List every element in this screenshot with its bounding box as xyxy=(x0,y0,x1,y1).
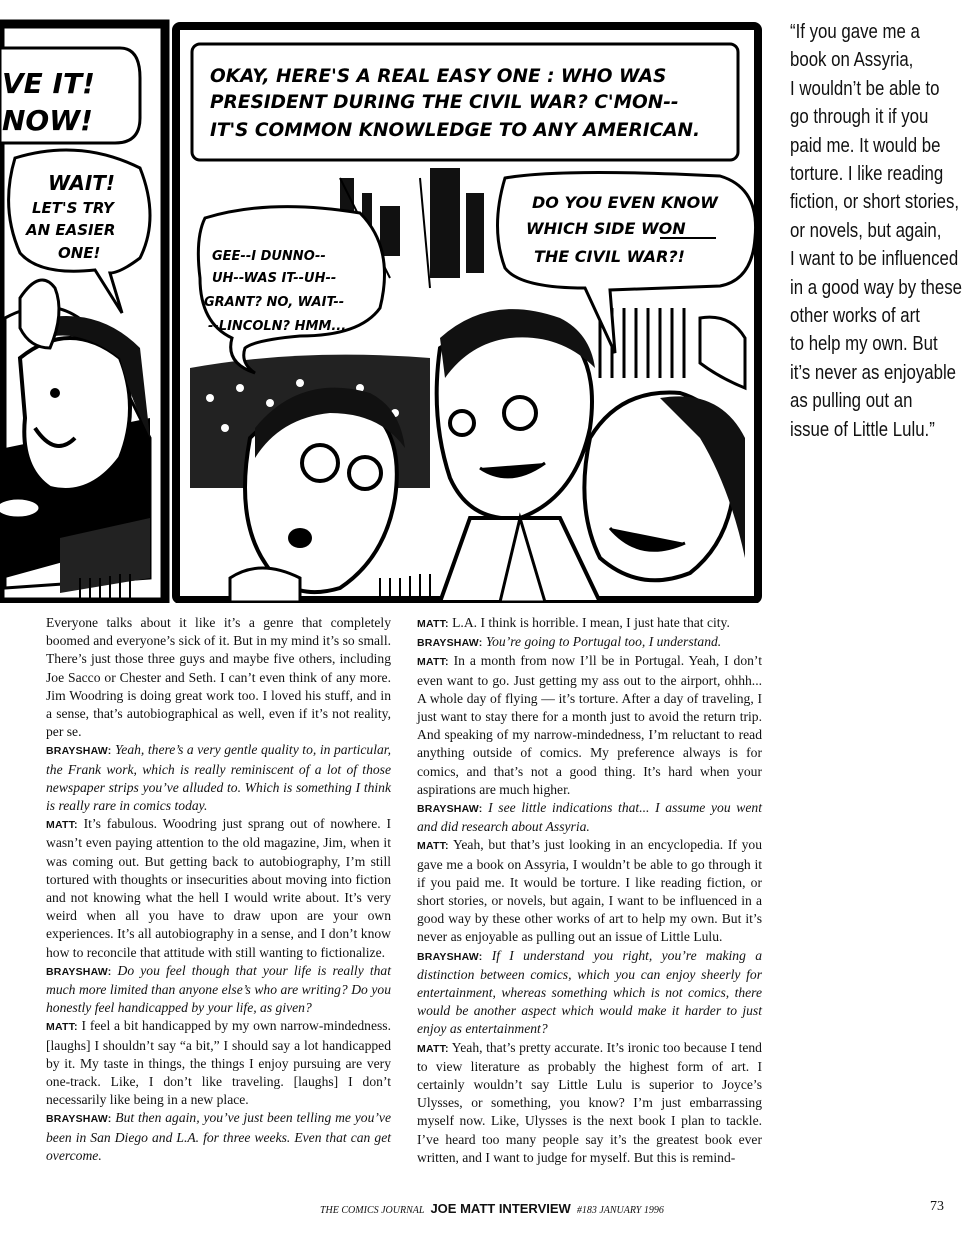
pull-quote-line: fiction, or short stories, xyxy=(790,190,960,214)
balloon-side-line-3: THE CIVIL WAR?! xyxy=(534,247,685,266)
pull-quote-line: other works of art xyxy=(790,304,920,328)
balloon-left-line-1: VE IT! xyxy=(2,67,95,100)
speaker-label: MATT: xyxy=(417,656,449,669)
caption-line-2: PRESIDENT DURING THE CIVIL WAR? C'MON-- xyxy=(210,92,679,113)
pull-quote-line: issue of Little Lulu.” xyxy=(790,417,935,441)
pull-quote-line: book on Assyria, xyxy=(790,48,914,72)
speaker-label: MATT: xyxy=(417,1042,449,1055)
answer-text: Yeah, that’s pretty accurate. It’s ironic too because I tend to view literature as probably the highest form of art. I certainly wouldn’t say Little Lulu is superior to Joyce’s Ulysses, or something, you know? I’m just embarrassing myself now. Like, Ulysses is the next book I plan to tackle. I’ve heard too many people say it’s the greatest book ever written, and I want to judge for myself. But this is remind- xyxy=(417,1039,762,1165)
question-text: I see little indications that... I assume you went and did research about Assyria. xyxy=(417,800,762,835)
speaker-label: BRAYSHAW: xyxy=(46,965,112,978)
balloon-gee-line-3: GRANT? NO, WAIT-- xyxy=(204,295,345,310)
paragraph xyxy=(417,947,762,1039)
speaker-label: MATT: xyxy=(417,618,449,630)
speaker-label: MATT: xyxy=(46,1021,78,1034)
pull-quote-line: “If you gave me a xyxy=(790,20,920,43)
speaker-label: BRAYSHAW: xyxy=(46,1113,112,1126)
pull-quote-line: I want to be influenced xyxy=(790,247,959,271)
question-text: Yeah, there’s a very gentle quality to, in particular, the Frank work, which is really reminiscent of a lot of those newspaper strips you’ve alluded to. Which is something I think is really rare in comics today. xyxy=(46,742,391,814)
paragraph xyxy=(46,614,391,741)
paragraph xyxy=(46,962,391,1018)
pull-quote-line: to help my own. But xyxy=(790,332,938,356)
speaker-label: BRAYSHAW: xyxy=(417,803,483,816)
speaker-label: BRAYSHAW: xyxy=(46,745,112,758)
article-title: JOE MATT INTERVIEW xyxy=(430,1201,571,1216)
comic-panels xyxy=(0,18,762,603)
pull-quote-line: go through it if you xyxy=(790,105,929,129)
caption-line-3: IT'S COMMON KNOWLEDGE TO ANY AMERICAN. xyxy=(210,120,701,141)
paragraph xyxy=(417,1039,762,1167)
issue-info: #183 JANUARY 1996 xyxy=(576,1205,664,1216)
balloon-wait-line-1: WAIT! xyxy=(48,171,116,195)
pull-quote-line: torture. I like reading xyxy=(790,162,944,186)
question-text: Do you feel though that your life is really that much more limited than anyone else’s who are writing? Do you honestly feel handicapped by your life, as given? xyxy=(46,962,391,1016)
question-text: But then again, you’ve just been telling me you’ve been in San Diego and L.A. for three weeks. Even that can get overcome. xyxy=(46,1110,391,1163)
question-text: You’re going to Portugal too, I understand. xyxy=(485,634,722,650)
pull-quote-line: as pulling out an xyxy=(790,389,913,413)
pull-quote-line: paid me. It would be xyxy=(790,133,941,157)
balloon-wait-line-2: LET'S TRY xyxy=(32,199,114,217)
paragraph xyxy=(417,652,762,799)
balloon-wait-line-4: ONE! xyxy=(58,244,101,262)
paragraph xyxy=(417,633,762,652)
caption-line-1: OKAY, HERE'S A REAL EASY ONE : WHO WAS xyxy=(210,66,667,87)
paragraph xyxy=(417,799,762,836)
page-footer xyxy=(0,1201,980,1221)
pull-quote-line: or novels, but again, xyxy=(790,218,942,242)
speaker-label: BRAYSHAW: xyxy=(417,950,483,963)
paragraph xyxy=(46,1109,391,1165)
article-column-left xyxy=(46,614,391,1165)
speaker-label: BRAYSHAW: xyxy=(417,637,483,650)
pull-quote-line: in a good way by these xyxy=(790,275,962,299)
pull-quote-line: I wouldn’t be able to xyxy=(790,76,940,100)
balloon-wait-line-3: AN EASIER xyxy=(26,221,116,239)
speaker-label: MATT: xyxy=(46,819,78,832)
running-footer xyxy=(320,1201,664,1216)
paragraph xyxy=(417,614,762,633)
page-number: 73 xyxy=(930,1199,944,1214)
pull-quote-line: it’s never as enjoyable xyxy=(790,360,957,384)
publication-name: THE COMICS JOURNAL xyxy=(320,1205,425,1216)
answer-text: In a month from now I’ll be in Portugal. Yeah, I don’t even want to go. Just getting my ass out to the airport, ohhh... A whole day of flying — it’s torture. After a day of traveling, I just want to stay there for a month just to avoid the return trip. And speaking of my narrow-mindedness, I’m reluctant to read anything outside of comics. My preference always is for comics, and that’s not a good thing. It’s hard when your aspirations are much higher. xyxy=(417,653,762,797)
answer-text: L.A. I think is horrible. I mean, I just hate that city. xyxy=(452,615,730,630)
balloon-side-line-2: WHICH SIDE WON xyxy=(526,219,686,238)
pull-quote xyxy=(790,18,970,444)
paragraph xyxy=(46,741,391,815)
paragraph xyxy=(46,1017,391,1109)
balloon-gee-line-4: --LINCOLN? HMM... xyxy=(208,319,347,334)
speaker-label: MATT: xyxy=(417,840,449,853)
paragraph-text: Everyone talks about it like it’s a genre that completely boomed and everyone’s sick of it. But in my mind it’s so small. There’s just those three guys and maybe five others, including Joe Sacco or Chester and Seth. I can’t even think of any more. Jim Woodring is doing great work too. I loved his stuff, and in a sense, that’s autobiographical as well, even if it’s not reality, per se. xyxy=(46,615,391,740)
balloon-gee-line-1: GEE--I DUNNO-- xyxy=(212,249,326,264)
article-column-right xyxy=(417,614,762,1167)
answer-text: I feel a bit handicapped by my own narrow-mindedness. [laughs] I shouldn’t say “a bit,” I should say a lot handicapped by it. My taste in things, the things I enjoy pursuing are very one-track. Like, I don’t like traveling. [laughs] I don’t necessarily like being in a new place. xyxy=(46,1018,391,1108)
answer-text: It’s fabulous. Woodring just sprang out of nowhere. I wasn’t even paying attention to the old magazine, Jim, when it was coming out. But getting back to autobiography, I’m still tortured with thoughts or insecurities about moving into fiction and not knowing what the hell I would write about. It’s very weird when all you have to draw upon are your own experiences. It’s all autobiography in a sense, and I don’t know how to reconcile that attitude with still wanting to fictionalize. xyxy=(46,816,392,960)
balloon-side-line-1: DO YOU EVEN KNOW xyxy=(532,193,718,212)
paragraph xyxy=(46,815,391,962)
balloon-gee-line-2: UH--WAS IT--UH-- xyxy=(212,271,337,286)
balloon-left-line-2: NOW! xyxy=(2,104,93,137)
answer-text: Yeah, but that’s just looking in an encyclopedia. If you gave me a book on Assyria, I wouldn’t be able to go through it if you paid me. It would be torture. I like reading fiction, or short stories, or novels, but again, I want to be influenced in a good way by these other works of art to help my own. But it’s never as enjoyable as pulling out an issue of Little Lulu. xyxy=(417,837,762,945)
question-text: If I understand you right, you’re making a distinction between comics, which you can enjoy sheerly for entertainment, whereas something which is not comics, there would be another aspect which would make it harder to just enjoy as entertainment? xyxy=(417,947,762,1037)
paragraph xyxy=(417,836,762,946)
